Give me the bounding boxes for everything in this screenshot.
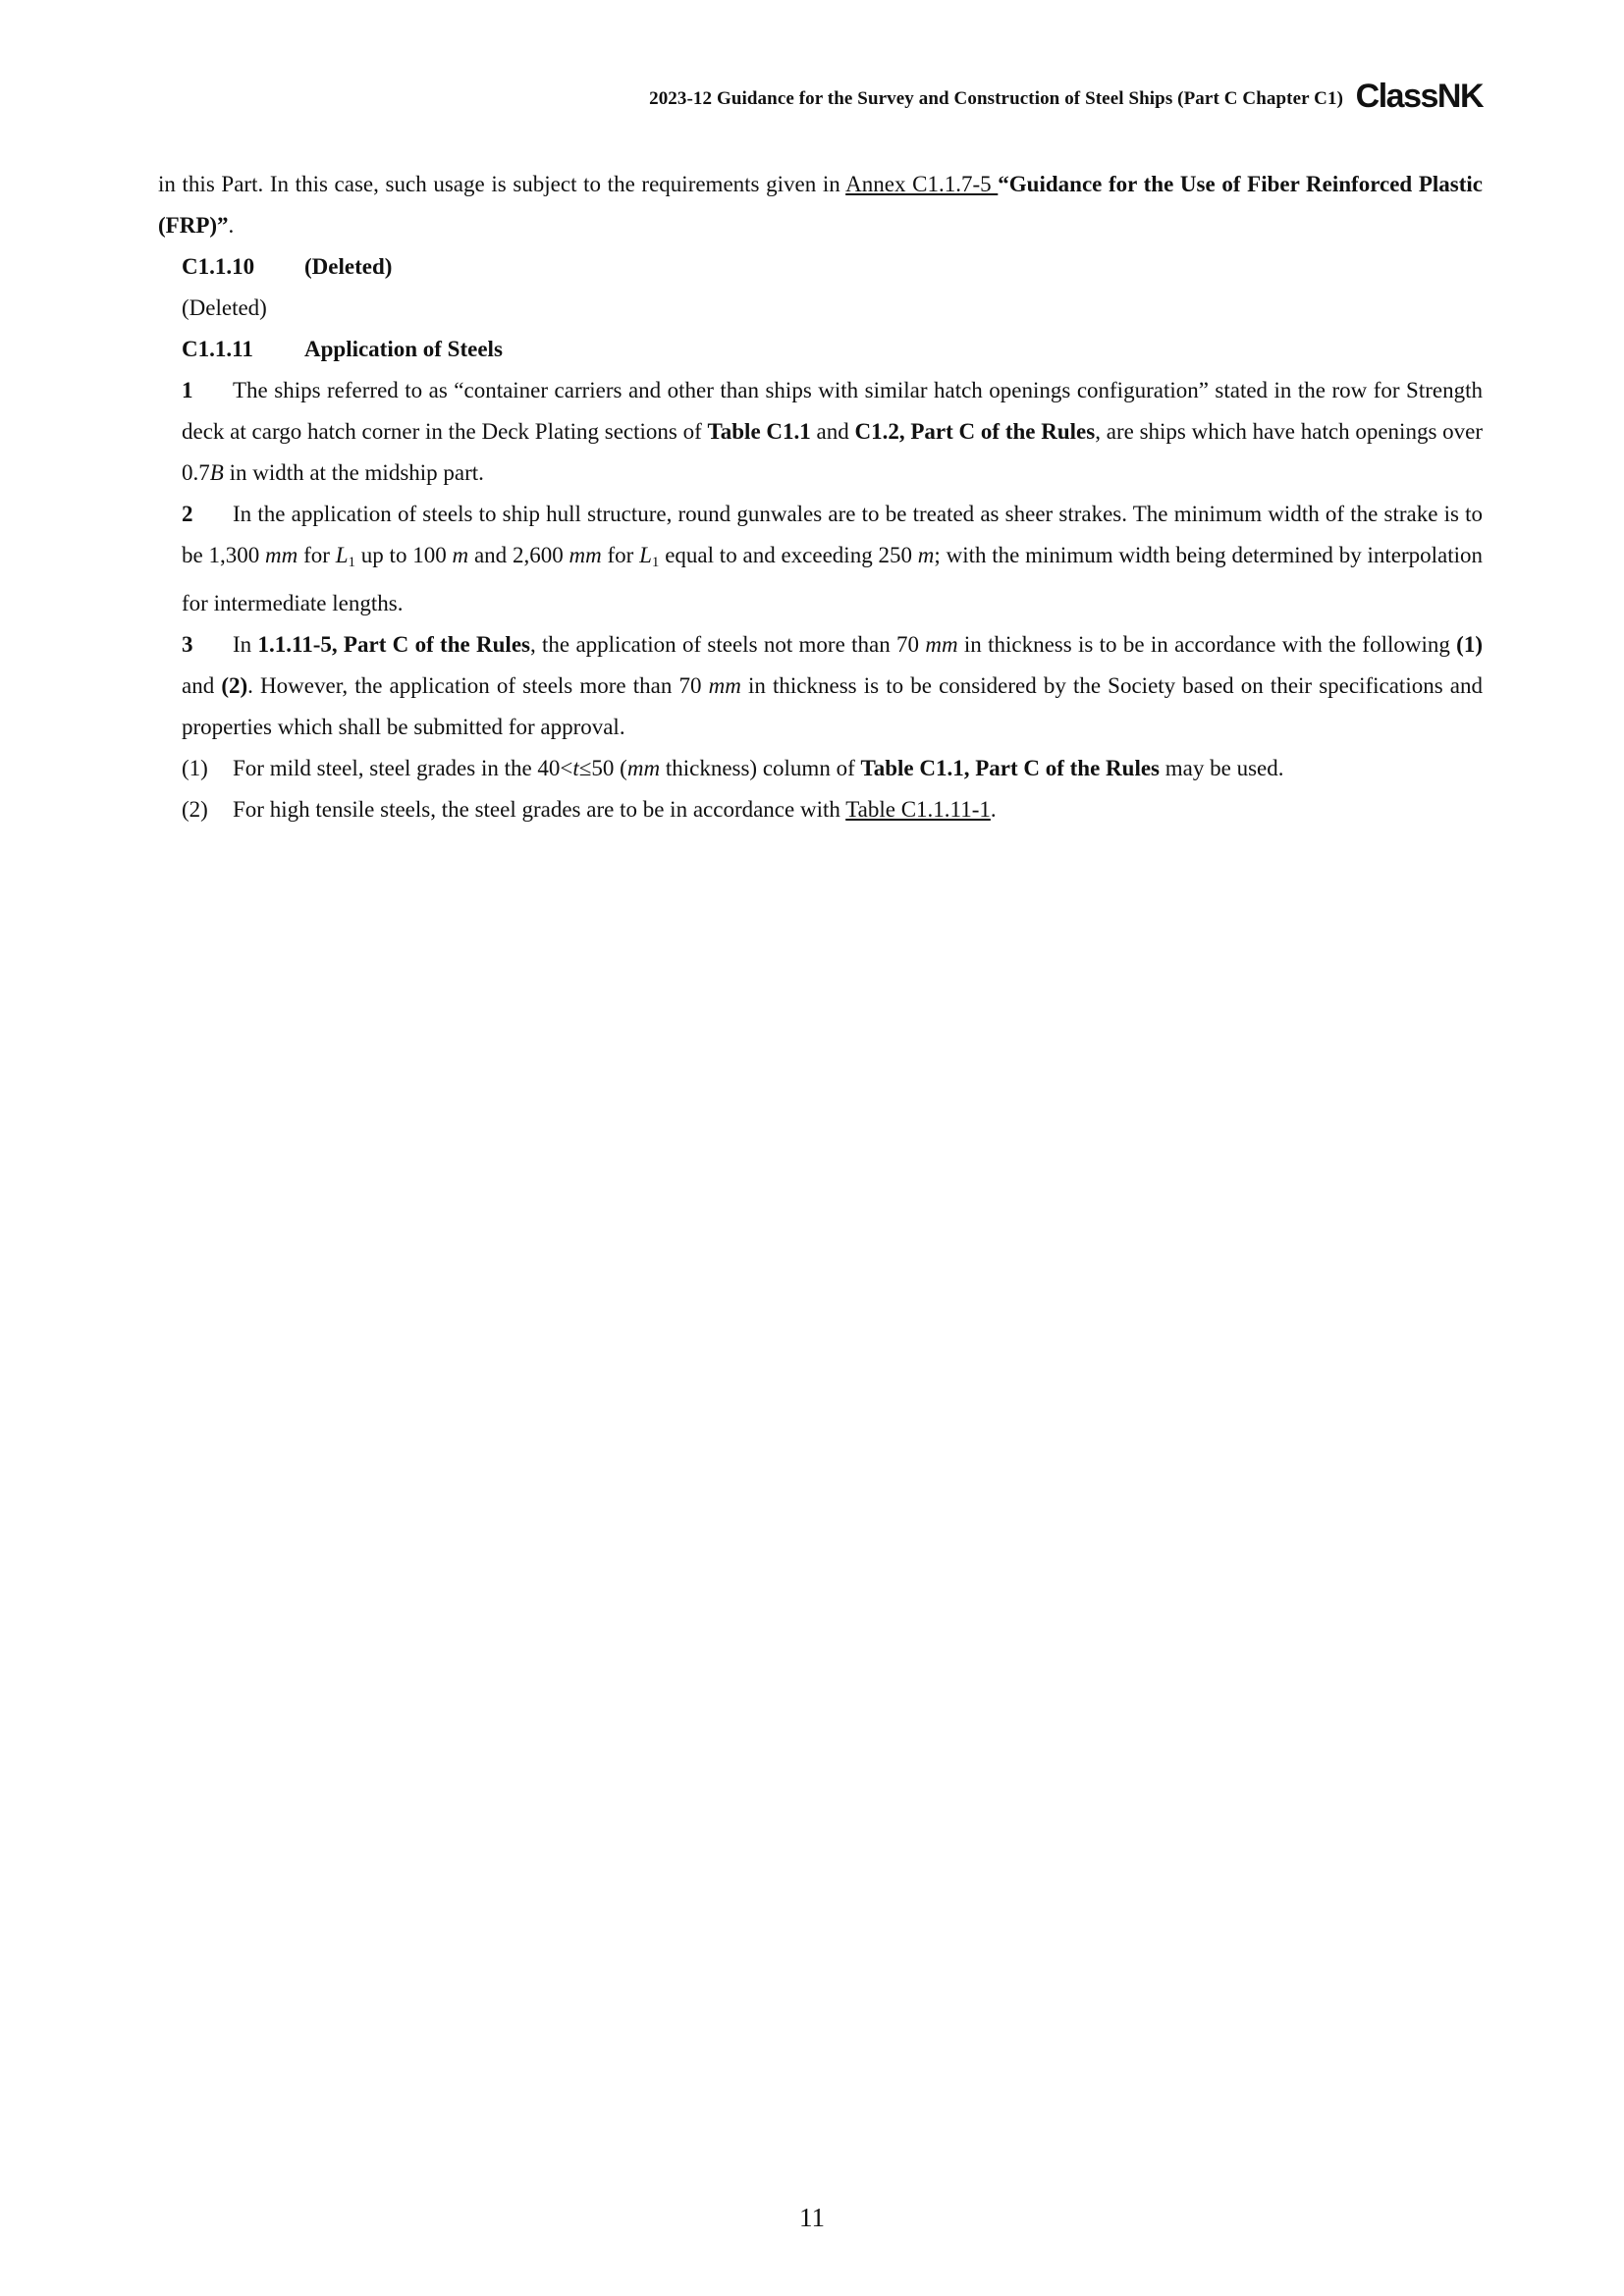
header-title: 2023-12 Guidance for the Survey and Construction of Steel Ships (Part C Chapter C1): [649, 88, 1343, 109]
classnk-logo: ClassNK: [1355, 78, 1483, 115]
document-body: [158, 164, 1483, 830]
annex-link[interactable]: Annex C1.1.7-5: [845, 172, 999, 196]
section-body-deleted: (Deleted): [182, 295, 267, 320]
intro-paragraph: in this Part. In this case, such usage is subject to the requirements given in Annex C1.1.7-5 “Guidance for the Use of Fiber Reinforced Plastic (FRP)”.: [158, 172, 1483, 238]
paragraph-2: 2 In the application of steels to ship hull structure, round gunwales are to be treated as sheer strakes. The minimum width of the strake is to be 1,300 mm for $L_1$ up to 100 m and 2,600 mm for $L_1$ equal to and exceeding 250 m; with the minimum width being determined by interpolation for intermediate lengths.: [158, 494, 1483, 624]
list-marker: (2): [182, 797, 208, 822]
list-item-2: (2) For high tensile steels, the steel grades are to be in accordance with Table C1.1.11-1.: [158, 789, 1483, 830]
section-heading-c1-1-10: [158, 246, 1483, 288]
paragraph-number: 3: [182, 632, 193, 657]
paragraph-3: 3 In 1.1.11-5, Part C of the Rules, the application of steels not more than 70 mm in thickness is to be in accordance with the following (1) and (2). However, the application of steels more than 70 mm in thickness is to be considered by the Society based on their specifications and properties which shall be submitted for approval.: [158, 624, 1483, 748]
page-header: [0, 77, 1483, 116]
list-item-1: (1) For mild steel, steel grades in the 40<t≤50 (mm thickness) column of Table C1.1, Part C of the Rules may be used.: [158, 748, 1483, 789]
paragraph-1: 1 The ships referred to as “container carriers and other than ships with similar hatch openings configuration” stated in the row for Strength deck at cargo hatch corner in the Deck Plating sections of Table C1.1 and C1.2, Part C of the Rules, are ships which have hatch openings over 0.7B in width at the midship part.: [158, 370, 1483, 494]
table-link[interactable]: Table C1.1.11-1: [845, 797, 991, 822]
section-number: C1.1.10: [182, 254, 255, 279]
page-number: 11: [799, 2203, 825, 2232]
paragraph-number: 1: [182, 378, 193, 402]
section-title: Application of Steels: [304, 337, 503, 361]
list-marker: (1): [182, 756, 208, 780]
section-title: (Deleted): [304, 254, 393, 279]
section-number: C1.1.11: [182, 337, 253, 361]
section-heading-c1-1-11: [158, 329, 1483, 370]
paragraph-number: 2: [182, 502, 193, 526]
